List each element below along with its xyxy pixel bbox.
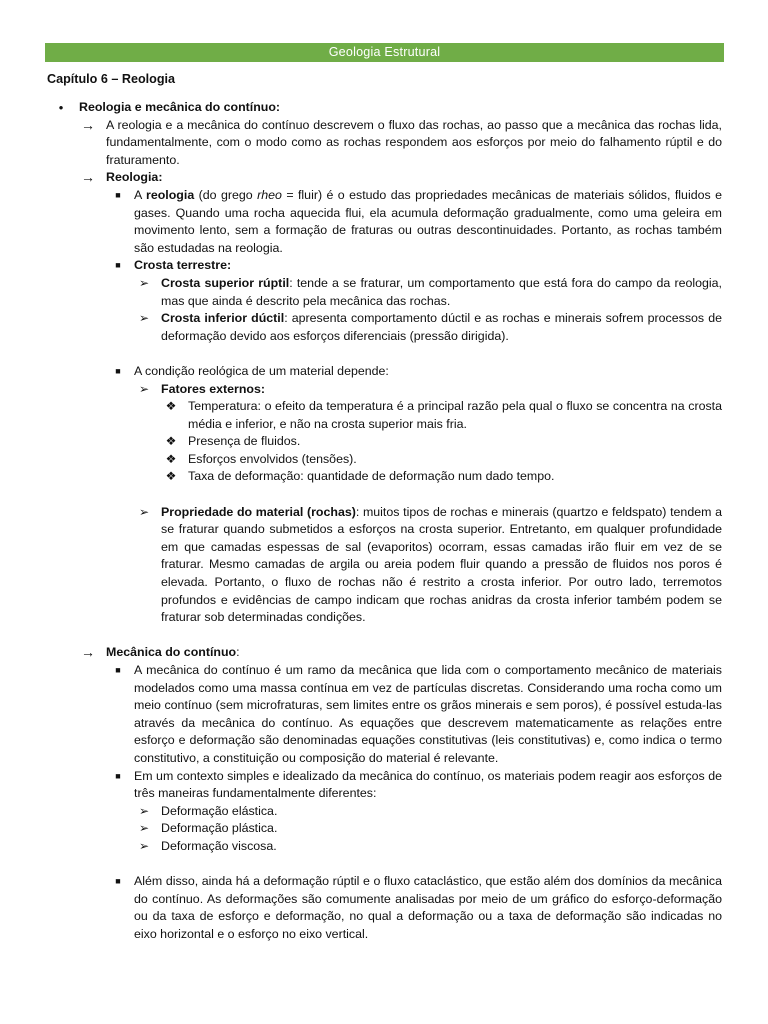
mecanica-item: → Mecânica do contínuo: bbox=[81, 644, 240, 661]
mecanica-heading: Mecânica do contínuo bbox=[106, 645, 237, 660]
crosta-superior-term: Crosta superior rúptil bbox=[161, 275, 290, 290]
intro-item bbox=[0, 117, 768, 170]
fatores-item bbox=[0, 381, 768, 399]
square-bullet-icon: ■ bbox=[115, 260, 121, 271]
dot-bullet-icon: • bbox=[58, 100, 64, 115]
reologia-term: reologia bbox=[146, 187, 195, 202]
propriedade-item bbox=[0, 504, 768, 627]
deformacao-text: Deformação viscosa. bbox=[161, 838, 277, 853]
crosta-item bbox=[0, 257, 768, 275]
fator-text: Taxa de deformação: quantidade de deformação num dado tempo. bbox=[188, 469, 555, 484]
diamond-bullet-icon: ❖ bbox=[165, 399, 177, 414]
crosta-heading: Crosta terrestre: bbox=[134, 258, 232, 273]
condicao-text: A condição reológica de um material depende: bbox=[134, 363, 389, 378]
fatores-heading: Fatores externos: bbox=[161, 381, 265, 396]
reologia-definition: A reologia (do grego rheo = fluir) é o estudo das propriedades mecânicas de materiais sólidos, fluidos e gases. Quando uma rocha aquecida flui, ela acumula deformação gradualmente, como uma geleira em movimento lento, sem a formação de fraturas ou outras descontinuidades. Portanto, as rochas também são estudadas na reologia. bbox=[134, 187, 722, 255]
chevron-bullet-icon: ➢ bbox=[138, 821, 150, 836]
fator-item bbox=[0, 433, 768, 451]
crosta-inferior-text: : apresenta comportamento dúctil e as rochas e minerais sofrem processos de deformação devido aos esforços diferenciais (pressão dirigida). bbox=[161, 311, 723, 343]
fator-item bbox=[0, 451, 768, 469]
intro-paragraph: A reologia e a mecânica do contínuo descrevem o fluxo das rochas, ao passo que a mecânica das rochas lida, fundamentalmente, com o modo como as rochas respondem aos esforços por meio do falhamento rúptil e do fraturamento. bbox=[106, 117, 722, 167]
section-reologia-mecanica bbox=[0, 99, 768, 117]
header-banner: Geologia Estrutural bbox=[45, 43, 724, 62]
reologia-item bbox=[0, 169, 768, 187]
chevron-bullet-icon: ➢ bbox=[138, 838, 150, 853]
reologia-definition-item bbox=[0, 187, 768, 257]
mecanica-paragraph-1: A mecânica do contínuo é um ramo da mecânica que lida com o comportamento mecânico de materiais modelados como uma massa contínua em vez de partículas discretas. Considerando uma rocha como um meio contínuo (sem microfraturas, sem limites entre os grãos minerais e sem poros), é possível estuda-las através da mecânica do contínuo. As equações que descrevem matematicamente as relações entre esforço e deformação são denominadas equações constitutivas (leis constitutivas) e, como indica o termo constitutivo, a constituição ou composição do material é relevante. bbox=[134, 663, 722, 765]
rheo-word: rheo bbox=[257, 187, 282, 202]
deformacao-text: Deformação plástica. bbox=[161, 821, 278, 836]
section-heading: Reologia e mecânica do contínuo: bbox=[79, 100, 281, 114]
deformacao-item bbox=[0, 803, 768, 821]
diamond-bullet-icon: ❖ bbox=[165, 451, 177, 466]
diamond-bullet-icon: ❖ bbox=[165, 469, 177, 484]
mecanica-p3-item bbox=[0, 873, 768, 943]
square-bullet-icon: ■ bbox=[115, 665, 121, 675]
crosta-superior-text: : tende a se fraturar, um comportamento que está fora do campo da reologia, mas que ainda é descrito pela mecânica das rochas. bbox=[161, 275, 722, 308]
square-bullet-icon: ■ bbox=[115, 876, 121, 887]
arrow-bullet-icon: → bbox=[81, 169, 95, 186]
fator-item bbox=[0, 468, 768, 486]
arrow-bullet-icon: → bbox=[81, 116, 95, 133]
square-bullet-icon: ■ bbox=[115, 365, 121, 376]
chevron-bullet-icon: ➢ bbox=[138, 381, 150, 396]
chevron-bullet-icon: ➢ bbox=[138, 275, 150, 290]
mecanica-paragraph-3: Além disso, ainda há a deformação rúptil e o fluxo cataclástico, que estão além dos domínios da mecânica do contínuo. As deformações são comumente analisadas por meio de um gráfico do esforço-deformação ou da taxa de esforço e deformação, no qual a deformação ou a taxa de deformação são indicadas no eixo horizontal e o esforço no eixo vertical. bbox=[134, 874, 722, 941]
square-bullet-icon: ■ bbox=[115, 189, 121, 200]
propriedade-term: Propriedade do material (rochas) bbox=[161, 504, 356, 519]
document-body bbox=[0, 99, 768, 944]
chevron-bullet-icon: ➢ bbox=[138, 311, 150, 326]
square-bullet-icon: ■ bbox=[115, 770, 121, 781]
deformacao-item bbox=[0, 820, 768, 838]
condicao-item bbox=[0, 363, 768, 381]
arrow-bullet-icon: → bbox=[81, 644, 95, 661]
deformacao-item bbox=[0, 838, 768, 856]
deformacao-text: Deformação elástica. bbox=[161, 803, 278, 818]
reologia-heading: Reologia: bbox=[106, 170, 163, 185]
mecanica-paragraph-2: Em um contexto simples e idealizado da mecânica do contínuo, os materiais podem reagir aos esforços de três maneiras fundamentalmente diferentes: bbox=[134, 768, 722, 801]
fator-text: Temperatura: o efeito da temperatura é a principal razão pela qual o fluxo se concentra na crosta média e inferior, e não na crosta superior mais fria. bbox=[188, 399, 722, 431]
fator-text: Esforços envolvidos (tensões). bbox=[188, 451, 357, 466]
propriedade-text: : muitos tipos de rochas e minerais (quartzo e feldspato) tendem a se fraturar quando submetidos a esforços na crosta superior. Entretanto, em qualquer profundidade em que camadas espessas de sal (evaporitos) ocorram, essas camadas irão fluir em vez de se fraturar. Mesmo camadas de argila ou areia podem fluir quando a pressão de fluidos nos poros é elevada. Portanto, o fluxo de rochas não é restrito a crosta inferior. Por outro lado, terremotos profundos e evidências de campo indicam que rochas anidras da crosta inferior também podem se fraturar sob determinadas condições. bbox=[161, 504, 722, 625]
crosta-inferior-term: Crosta inferior dúctil bbox=[161, 311, 285, 326]
chapter-title: Capítulo 6 – Reologia bbox=[47, 72, 176, 86]
mecanica-p2-item bbox=[0, 768, 768, 803]
chevron-bullet-icon: ➢ bbox=[138, 504, 150, 519]
crosta-superior-item bbox=[0, 275, 768, 310]
chevron-bullet-icon: ➢ bbox=[138, 803, 150, 818]
crosta-inferior-item bbox=[0, 310, 768, 345]
diamond-bullet-icon: ❖ bbox=[165, 434, 177, 449]
fator-text: Presença de fluidos. bbox=[188, 434, 301, 449]
fator-item bbox=[0, 398, 768, 433]
mecanica-p1-item bbox=[0, 662, 768, 768]
